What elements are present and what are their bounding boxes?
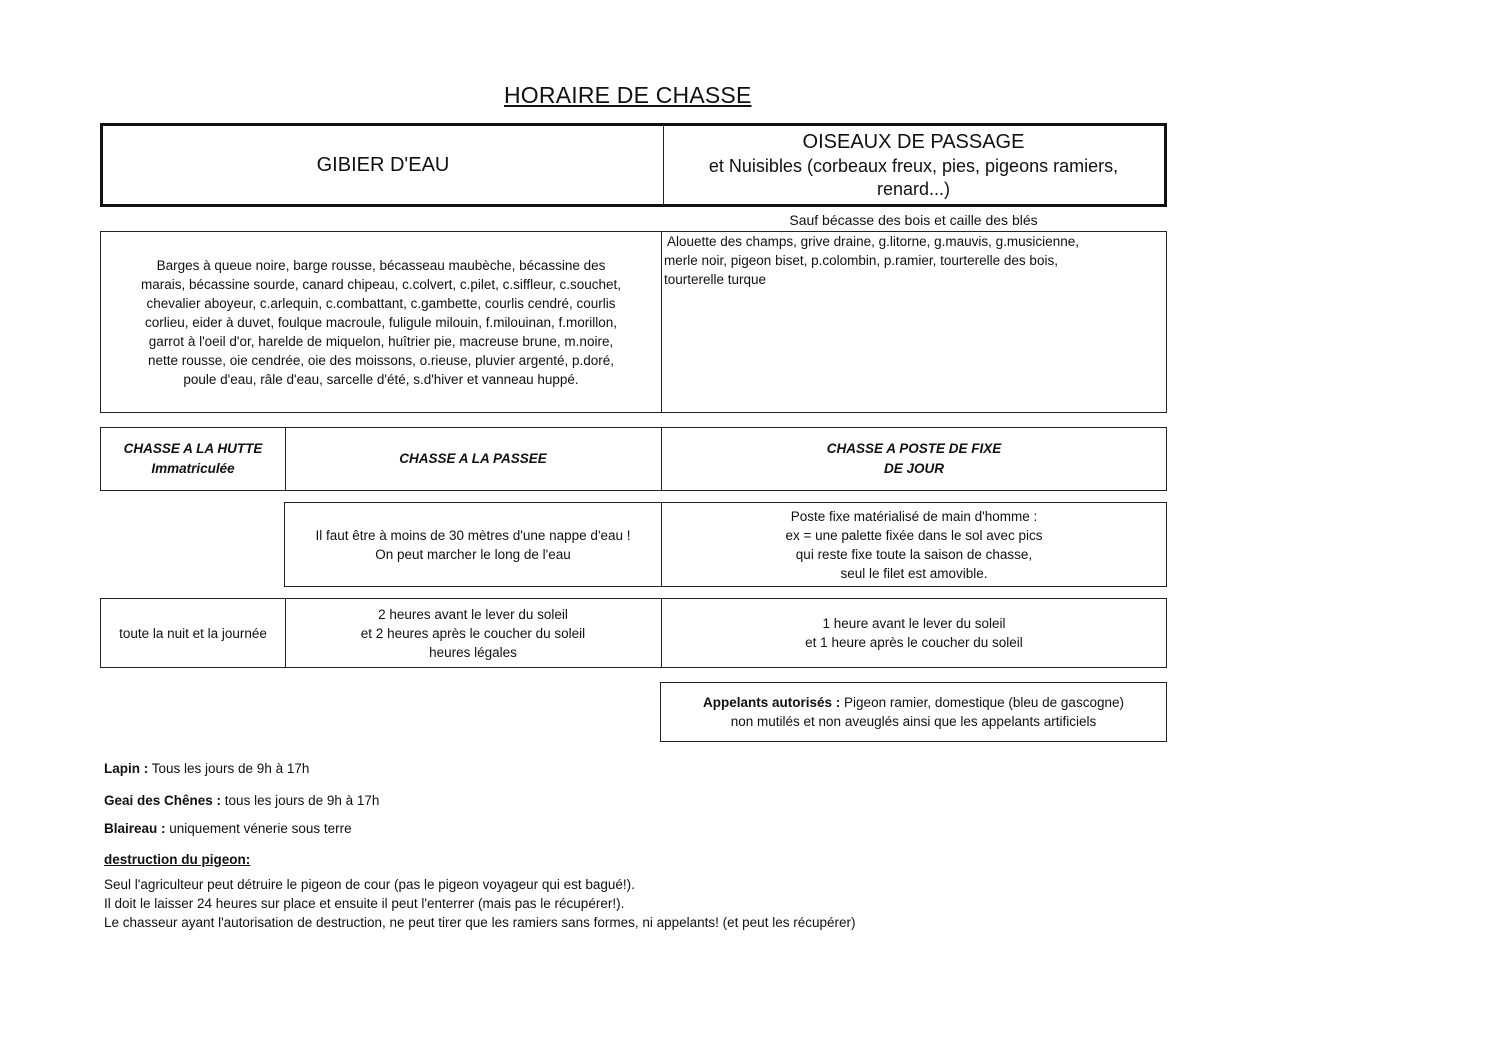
- header-oiseaux: [663, 126, 1164, 204]
- gibier-line: chevalier aboyeur, c.arlequin, c.combattant, c.gambette, courlis cendré, courlis: [146, 295, 616, 311]
- modes-row: [100, 427, 1167, 491]
- gibier-line: Barges à queue noire, barge rousse, bécasseau maubèche, bécassine des: [156, 257, 606, 273]
- destruction-text: [104, 875, 1004, 932]
- condition-poste-line-1: Poste fixe matérialisé de main d'homme :: [790, 508, 1038, 524]
- note-blaireau-label: Blaireau :: [104, 821, 166, 836]
- note-lapin: [104, 759, 309, 778]
- horaire-passee-line-1: 2 heures avant le lever du soleil: [378, 606, 568, 622]
- header-gibier-label: GIBIER D'EAU: [316, 153, 450, 176]
- condition-passee-line-1: Il faut être à moins de 30 mètres d'une nappe d'eau !: [315, 527, 631, 543]
- condition-passee-line-2: On peut marcher le long de l'eau: [375, 546, 571, 562]
- condition-poste-line-4: seul le filet est amovible.: [840, 565, 988, 581]
- horaire-passee-line-2: et 2 heures après le coucher du soleil: [360, 625, 586, 641]
- header-gibier: [103, 126, 663, 204]
- oiseaux-line: merle noir, pigeon biset, p.colombin, p.ramier, tourterelle des bois,: [664, 253, 1058, 268]
- mode-poste: [662, 428, 1166, 490]
- note-blaireau: [104, 819, 352, 838]
- condition-poste: [662, 503, 1166, 586]
- oiseaux-species: [662, 232, 1166, 412]
- gibier-species: [101, 232, 661, 412]
- header-table: [100, 123, 1167, 207]
- destruction-title: destruction du pigeon:: [104, 852, 251, 867]
- mode-hutte-line-2: Immatriculée: [151, 461, 235, 476]
- horaire-passee: [285, 599, 661, 667]
- header-oiseaux-title: OISEAUX DE PASSAGE: [802, 130, 1025, 153]
- gibier-line: marais, bécassine sourde, canard chipeau, c.colvert, c.pilet, c.siffleur, c.souchet,: [141, 276, 621, 292]
- appelants-text-1: Pigeon ramier, domestique (bleu de gascogne): [840, 695, 1124, 710]
- horaire-hutte: [101, 599, 285, 667]
- sauf-note: Sauf bécasse des bois et caille des blés: [789, 212, 1038, 228]
- condition-poste-line-2: ex = une palette fixée dans le sol avec pics: [785, 527, 1043, 543]
- mode-poste-line-1: CHASSE A POSTE DE FIXE: [826, 441, 1002, 456]
- page-title: HORAIRE DE CHASSE: [504, 82, 752, 108]
- horaire-poste-line-2: et 1 heure après le coucher du soleil: [805, 635, 1023, 650]
- appelants-box: [660, 682, 1167, 742]
- gibier-line: corlieu, eider à duvet, foulque macroule, fuligule milouin, f.milouinan, f.morillon,: [145, 314, 617, 330]
- note-geai-text: tous les jours de 9h à 17h: [221, 793, 380, 808]
- oiseaux-line: Alouette des champs, grive draine, g.litorne, g.mauvis, g.musicienne,: [664, 234, 1079, 249]
- destruction-line-1: Seul l'agriculteur peut détruire le pigeon de cour (pas le pigeon voyageur qui est bagué!).: [104, 877, 635, 892]
- horaire-poste-line-1: 1 heure avant le lever du soleil: [822, 616, 1006, 631]
- note-blaireau-text: uniquement vénerie sous terre: [165, 821, 352, 836]
- header-oiseaux-sub-1: et Nuisibles (corbeaux freux, pies, pigeons ramiers,: [708, 155, 1119, 176]
- horaire-poste: [662, 599, 1166, 667]
- mode-passee: [285, 428, 661, 490]
- oiseaux-line: tourterelle turque: [664, 272, 767, 287]
- destruction-line-2: Il doit le laisser 24 heures sur place et ensuite il peut l'enterrer (mais pas le récupérer!).: [104, 896, 625, 911]
- destruction-line-3: Le chasseur ayant l'autorisation de destruction, ne peut tirer que les ramiers sans formes, ni appelants! (et peut les récupérer): [104, 915, 856, 930]
- horaires-row: [100, 598, 1167, 668]
- appelants-text-2: non mutilés et non aveuglés ainsi que les appelants artificiels: [730, 714, 1097, 729]
- note-geai: [104, 791, 379, 810]
- mode-poste-line-2: DE JOUR: [883, 461, 944, 476]
- note-lapin-text: Tous les jours de 9h à 17h: [148, 761, 310, 776]
- conditions-row: [284, 502, 1167, 587]
- appelants-label: Appelants autorisés :: [703, 695, 841, 710]
- condition-passee: [285, 503, 661, 586]
- gibier-line: poule d'eau, râle d'eau, sarcelle d'été, s.d'hiver et vanneau huppé.: [183, 371, 579, 387]
- gibier-line: nette rousse, oie cendrée, oie des moissons, o.rieuse, pluvier argenté, p.doré,: [147, 352, 615, 368]
- gibier-line: garrot à l'oeil d'or, harelde de miquelon, huîtrier pie, macreuse brune, m.noire,: [148, 333, 614, 349]
- mode-hutte: [101, 428, 285, 490]
- mode-passee-label: CHASSE A LA PASSEE: [399, 451, 547, 466]
- appelants-content: [661, 683, 1166, 741]
- mode-hutte-line-1: CHASSE A LA HUTTE: [123, 441, 263, 456]
- species-table: [100, 231, 1167, 413]
- header-oiseaux-sub-2: renard...): [876, 178, 951, 199]
- horaire-passee-line-3: heures légales: [429, 644, 517, 660]
- condition-poste-line-3: qui reste fixe toute la saison de chasse,: [795, 546, 1033, 562]
- horaire-hutte-text: toute la nuit et la journée: [119, 625, 267, 641]
- note-geai-label: Geai des Chênes :: [104, 793, 222, 808]
- note-lapin-label: Lapin :: [104, 761, 149, 776]
